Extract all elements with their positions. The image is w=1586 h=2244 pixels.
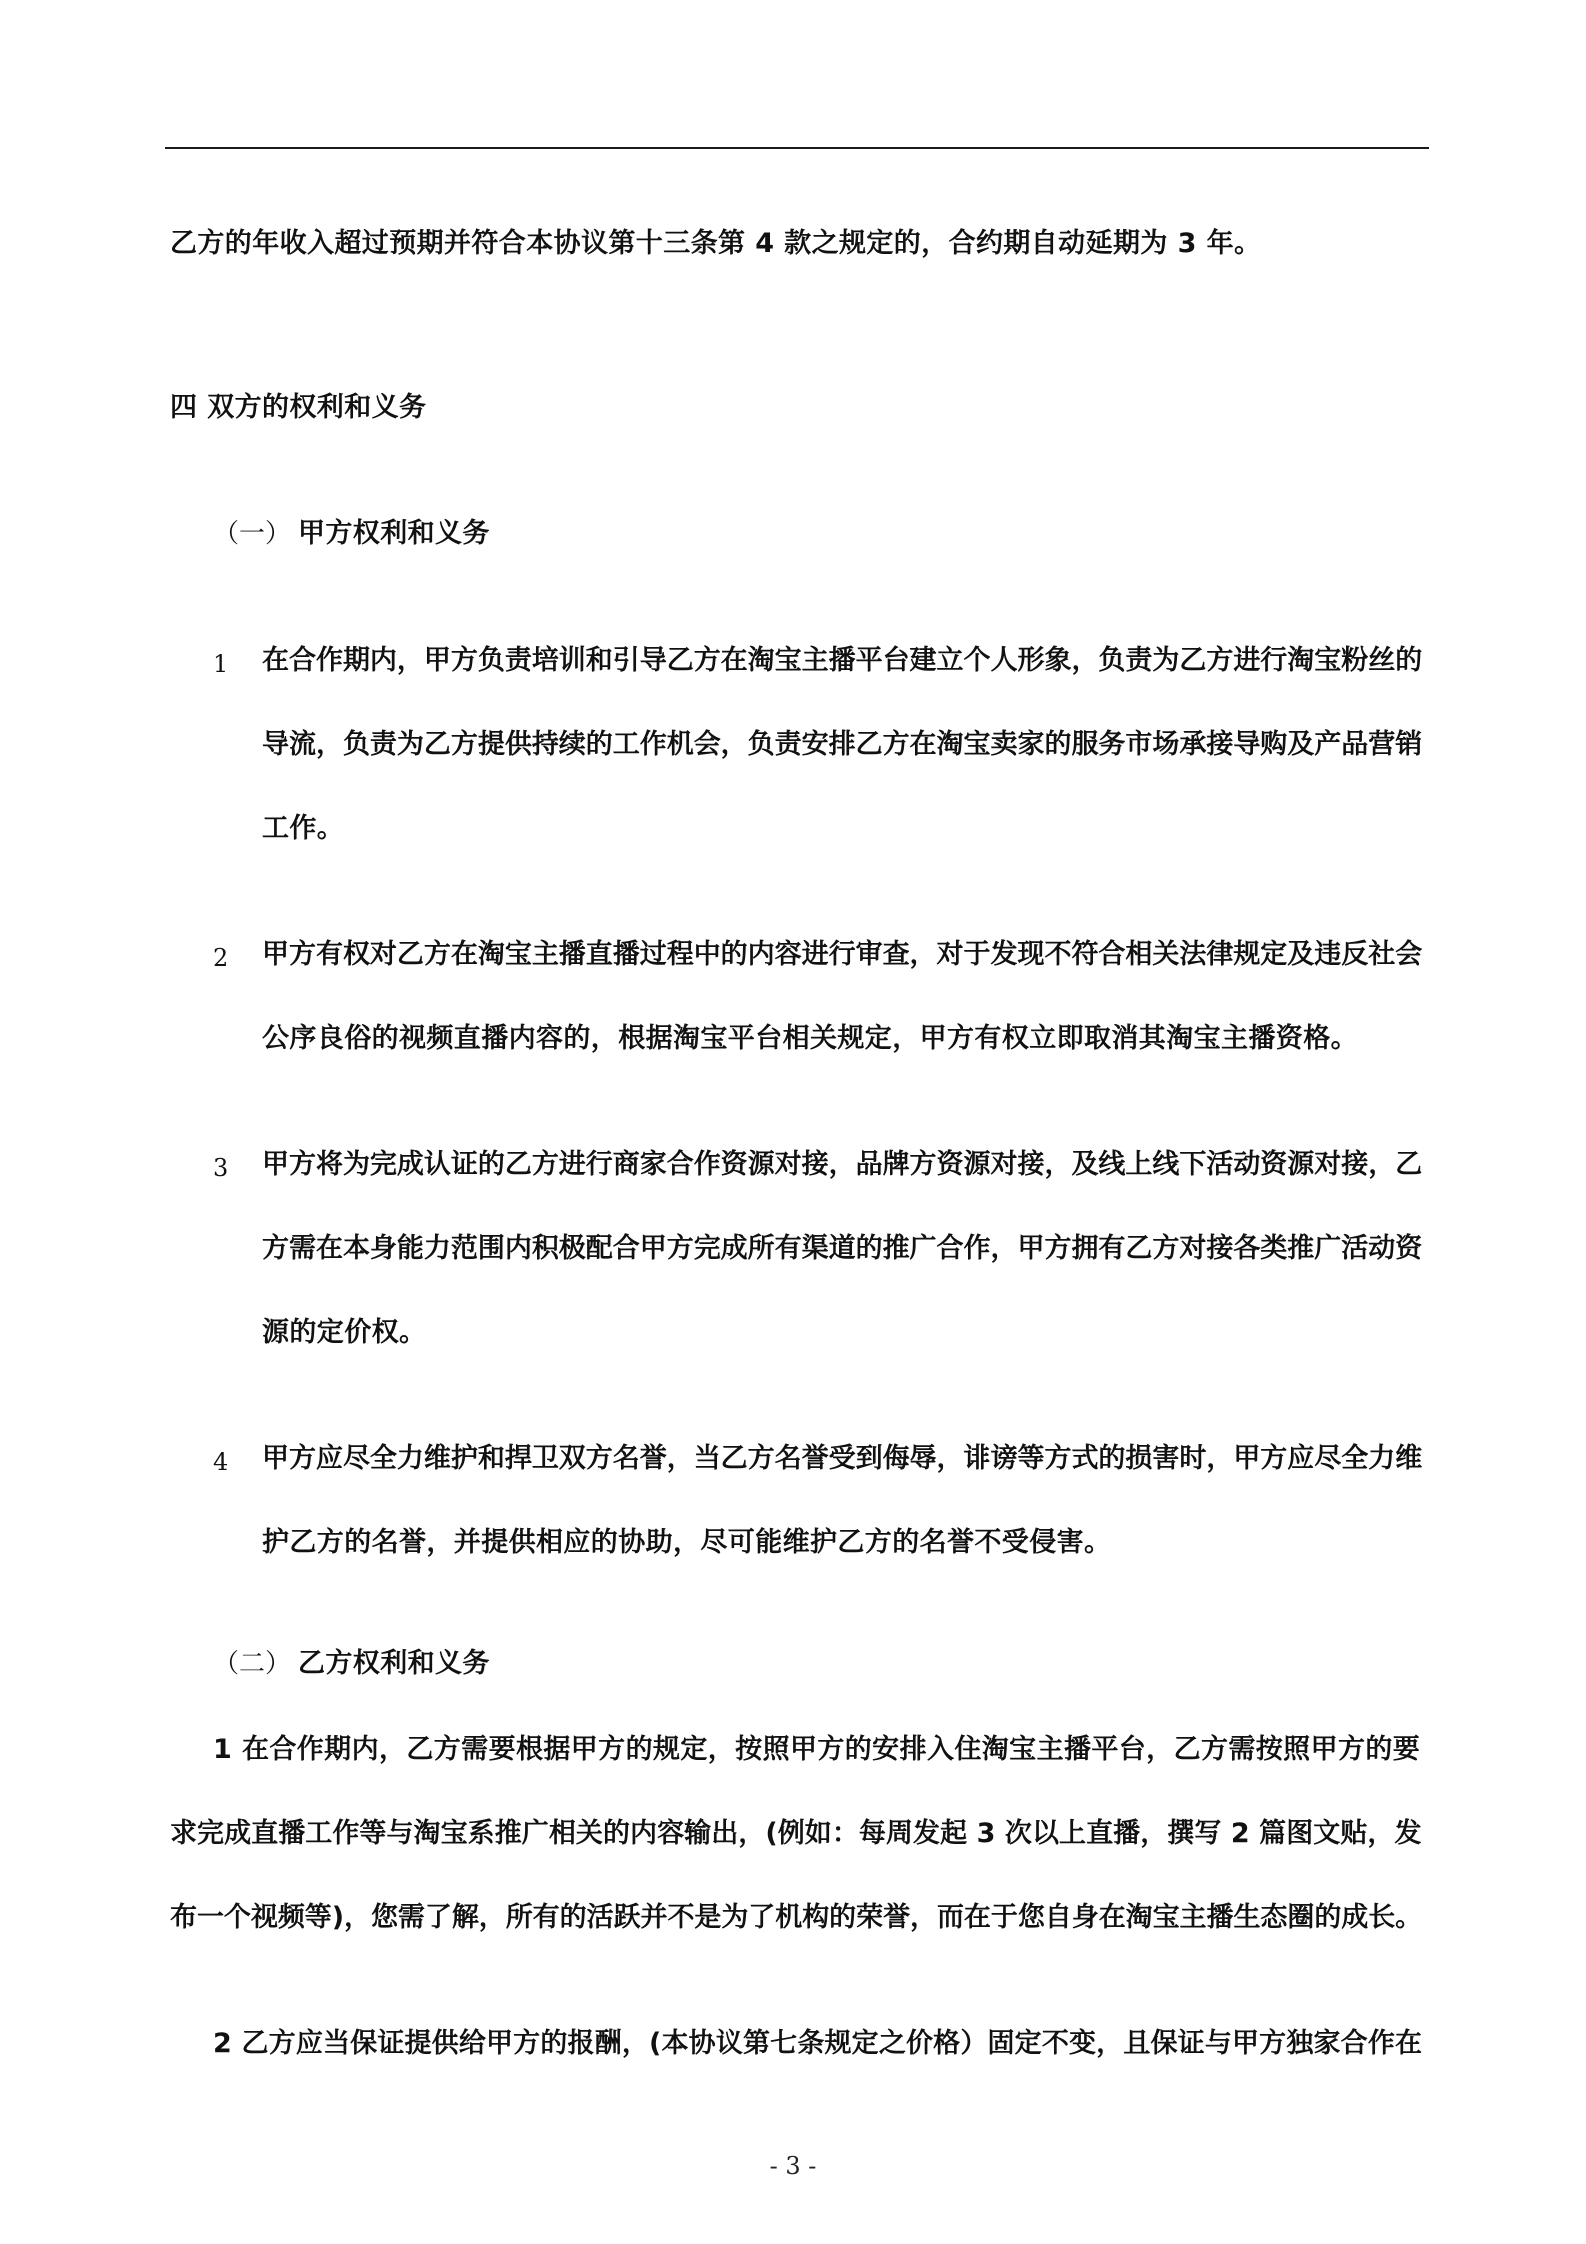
paragraph-line: 甲方有权对乙方在淘宝主播直播过程中的内容进行审查，对于发现不符合相关法律规定及违反社会: [262, 939, 1423, 970]
header-rule: [165, 147, 1429, 149]
paragraph-line: 在合作期内，甲方负责培训和引导乙方在淘宝主播平台建立个人形象，负责为乙方进行淘宝粉丝的: [262, 645, 1423, 676]
subsection-marker: （二）: [213, 1649, 292, 1679]
item-number: 3: [213, 1154, 229, 1182]
paragraph-line: 公序良俗的视频直播内容的，根据淘宝平台相关规定，甲方有权立即取消其淘宝主播资格。: [262, 1023, 1358, 1054]
page-number: - 3 -: [769, 2152, 817, 2180]
paragraph-line: 2 乙方应当保证提供给甲方的报酬，(本协议第七条规定之价格）固定不变，且保证与甲方独家合作在: [213, 2028, 1423, 2059]
item-number: 2: [213, 944, 229, 972]
subsection-heading: 甲方权利和义务: [298, 518, 490, 549]
item-number: 4: [213, 1448, 229, 1476]
item-number: 1: [213, 650, 229, 678]
subsection-marker: （一）: [213, 519, 292, 549]
paragraph-line: 甲方将为完成认证的乙方进行商家合作资源对接，品牌方资源对接，及线上线下活动资源对接，乙: [262, 1149, 1423, 1180]
paragraph-line: 工作。: [262, 813, 345, 844]
paragraph-line: 护乙方的名誉，并提供相应的协助，尽可能维护乙方的名誉不受侵害。: [262, 1527, 1112, 1558]
paragraph-line: 源的定价权。: [262, 1317, 427, 1348]
paragraph-line: 导流，负责为乙方提供持续的工作机会，负责安排乙方在淘宝卖家的服务市场承接导购及产品营销: [262, 729, 1423, 760]
paragraph-line: 甲方应尽全力维护和捍卫双方名誉，当乙方名誉受到侮辱，诽谤等方式的损害时，甲方应尽全力维: [262, 1443, 1423, 1474]
paragraph-line: 1 在合作期内，乙方需要根据甲方的规定，按照甲方的安排入住淘宝主播平台，乙方需按照甲方的要: [213, 1734, 1421, 1765]
paragraph-line: 乙方的年收入超过预期并符合本协议第十三条第 4 款之规定的，合约期自动延期为 3 年。: [170, 228, 1262, 259]
paragraph-line: 方需在本身能力范围内积极配合甲方完成所有渠道的推广合作，甲方拥有乙方对接各类推广活动资: [262, 1233, 1423, 1264]
subsection-heading: 乙方权利和义务: [298, 1648, 490, 1679]
paragraph-line: 布一个视频等)，您需了解，所有的活跃并不是为了机构的荣誉，而在于您自身在淘宝主播生态圈的成长。: [170, 1902, 1423, 1933]
paragraph-line: 求完成直播工作等与淘宝系推广相关的内容输出，(例如：每周发起 3 次以上直播，撰写 2 篇图文贴，发: [170, 1818, 1422, 1849]
section-heading: 四 双方的权利和义务: [170, 392, 427, 423]
